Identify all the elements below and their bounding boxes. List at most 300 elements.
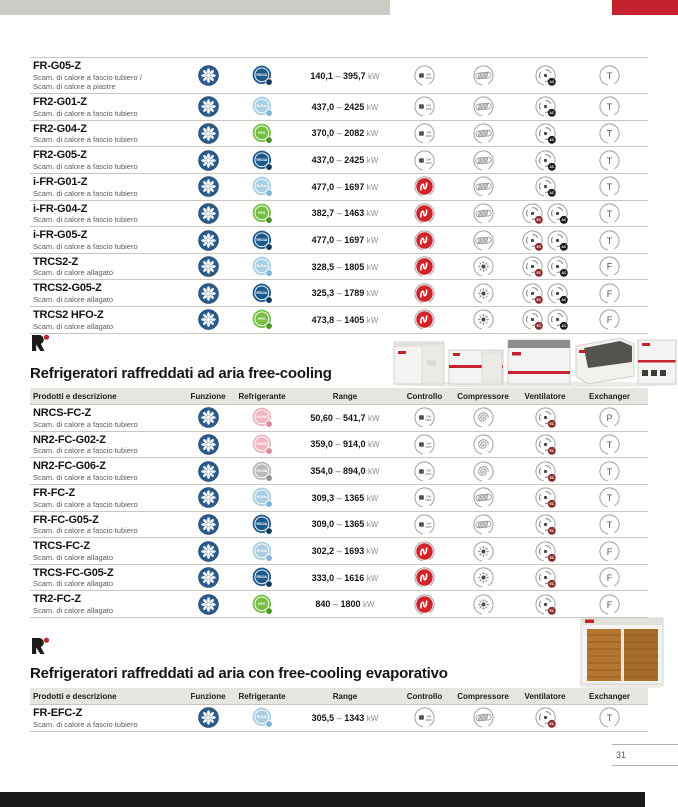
inverter-control-icon — [413, 282, 436, 305]
product-description: Scam. di calore a fascio tubiero — [33, 188, 138, 198]
power-range: 309,0 – 1365 kW — [311, 519, 379, 530]
svg-text:T: T — [606, 102, 613, 113]
inverter-control-icon — [413, 229, 436, 252]
snowflake-cooling-icon — [197, 282, 220, 305]
onoff-control-icon — [413, 149, 436, 172]
compressore-cell — [447, 308, 519, 331]
screw-compressor-icon — [472, 122, 495, 145]
compressore-cell — [447, 282, 519, 305]
svg-text:T: T — [606, 70, 613, 81]
refrigerante-cell — [236, 64, 288, 87]
snowflake-cooling-icon — [197, 460, 220, 483]
compressore-cell — [447, 593, 519, 616]
svg-text:R134a: R134a — [256, 264, 267, 269]
exchanger-cell — [571, 149, 648, 172]
product-name: TRCS2-G05-Z — [33, 282, 102, 295]
product-cell — [30, 227, 180, 253]
power-range: 437,0 – 2425 kW — [311, 101, 379, 112]
svg-text:R513A: R513A — [255, 575, 267, 580]
screw-compressor-icon — [472, 95, 495, 118]
inverter-control-icon — [413, 255, 436, 278]
product-name: TRCS-FC-G05-Z — [33, 566, 114, 579]
ventilatore-cell — [519, 122, 571, 145]
controllo-cell — [402, 255, 447, 278]
svg-text:AC: AC — [561, 297, 567, 302]
product-cell — [30, 432, 180, 458]
product-description: Scam. di calore allagato — [33, 606, 114, 616]
product-row — [30, 484, 648, 511]
product-row — [30, 511, 648, 538]
svg-text:EC: EC — [549, 722, 554, 727]
scroll-compressor-icon — [472, 460, 495, 483]
svg-text:F: F — [606, 572, 613, 583]
fan-ac-icon — [546, 282, 569, 305]
evaporative-chiller-photo — [577, 614, 668, 690]
product-row — [30, 146, 648, 173]
table-header-row — [30, 388, 648, 404]
compressore-cell — [447, 202, 519, 225]
refrigerante-cell — [236, 486, 288, 509]
funzione-cell — [180, 122, 236, 145]
svg-text:T: T — [606, 181, 613, 192]
onoff-control-icon — [413, 95, 436, 118]
refrigerant-green-icon — [251, 308, 274, 331]
ventilatore-cell — [519, 95, 571, 118]
power-range: 333,0 – 1616 kW — [311, 572, 379, 583]
svg-text:EC: EC — [549, 502, 554, 507]
refrigerant-green-icon — [251, 593, 274, 616]
exchanger-cell — [571, 433, 648, 456]
svg-text:F: F — [606, 288, 613, 299]
snowflake-cooling-icon — [197, 95, 220, 118]
exchanger-T-icon — [598, 486, 621, 509]
snowflake-cooling-icon — [197, 486, 220, 509]
svg-text:ON: ON — [426, 494, 431, 499]
ventilatore-cell — [519, 540, 571, 563]
svg-text:AC: AC — [561, 218, 567, 223]
column-header-refrigerante: Refrigerante — [238, 691, 286, 701]
fan-ac-icon — [534, 95, 557, 118]
svg-text:AC: AC — [548, 191, 554, 196]
product-row — [30, 457, 648, 484]
funzione-cell — [180, 229, 236, 252]
controllo-cell — [402, 122, 447, 145]
product-name: NR2-FC-G06-Z — [33, 460, 106, 473]
svg-text:EC: EC — [549, 529, 554, 534]
svg-text:T: T — [606, 519, 613, 530]
refrigerant-darkblue-icon — [251, 282, 274, 305]
compressore-cell — [447, 460, 519, 483]
svg-text:T: T — [606, 155, 613, 166]
svg-text:EC: EC — [549, 608, 554, 613]
svg-text:EC: EC — [549, 449, 554, 454]
svg-text:ON: ON — [426, 72, 431, 77]
section-title-evaporative-free-cooling: Refrigeratori raffreddati ad aria con free-cooling evaporativo — [30, 665, 448, 682]
refrigerant-grey-icon — [251, 460, 274, 483]
product-description: Scam. di calore allagato — [33, 321, 114, 331]
exchanger-T-icon — [598, 122, 621, 145]
exchanger-cell — [571, 95, 648, 118]
exchanger-cell — [571, 406, 648, 429]
product-cell — [30, 201, 180, 227]
exchanger-cell — [571, 513, 648, 536]
product-cell — [30, 174, 180, 200]
product-cell — [30, 254, 180, 280]
product-description: Scam. di calore a fascio tubiero — [33, 499, 138, 509]
refrigerant-lightblue-icon — [251, 255, 274, 278]
exchanger-F-icon — [598, 540, 621, 563]
snowflake-cooling-icon — [197, 406, 220, 429]
refrigerante-cell — [236, 149, 288, 172]
product-name: FR-FC-G05-Z — [33, 513, 99, 526]
fan-ec-icon — [534, 460, 557, 483]
snowflake-cooling-icon — [197, 540, 220, 563]
power-range: 359,0 – 914,0 kW — [310, 439, 380, 450]
refrigerante-cell — [236, 460, 288, 483]
product-description: Scam. di calore a fascio tubiero — [33, 215, 138, 225]
exchanger-T-icon — [598, 513, 621, 536]
product-name: FR2-G01-Z — [33, 96, 87, 108]
product-cell — [30, 538, 180, 564]
exchanger-cell — [571, 540, 648, 563]
compressore-cell — [447, 706, 519, 729]
fan-ac-icon — [534, 175, 557, 198]
fan-ec-icon — [534, 406, 557, 429]
ventilatore-cell — [519, 64, 571, 87]
compressore-cell — [447, 95, 519, 118]
turbo-compressor-icon — [472, 308, 495, 331]
brand-logo-mark — [30, 637, 52, 654]
snowflake-cooling-icon — [197, 229, 220, 252]
column-header-funzione: Funzione — [190, 691, 226, 701]
product-name: TRCS-FC-Z — [33, 540, 90, 553]
funzione-cell — [180, 706, 236, 729]
svg-text:R454B: R454B — [255, 415, 267, 420]
page-number: 31 — [616, 750, 627, 760]
svg-text:EC: EC — [549, 422, 554, 427]
inverter-control-icon — [413, 175, 436, 198]
product-name: FR-EFC-Z — [33, 707, 83, 719]
exchanger-cell — [571, 706, 648, 729]
refrigerant-green-icon — [251, 202, 274, 225]
controllo-cell — [402, 433, 447, 456]
product-name: i-FR-G01-Z — [33, 175, 88, 188]
turbo-compressor-icon — [472, 593, 495, 616]
product-cell — [30, 458, 180, 484]
refrigerante-cell — [236, 175, 288, 198]
svg-text:EC: EC — [549, 555, 554, 560]
exchanger-cell — [571, 255, 648, 278]
svg-text:T: T — [606, 128, 613, 139]
product-cell — [30, 485, 180, 511]
fan-ec-icon — [534, 486, 557, 509]
ventilatore-cell — [519, 513, 571, 536]
product-row — [30, 57, 648, 93]
exchanger-cell — [571, 486, 648, 509]
snowflake-cooling-icon — [197, 64, 220, 87]
refrigerant-lightblue-icon — [251, 706, 274, 729]
svg-text:OFF: OFF — [425, 133, 432, 138]
exchanger-F-icon — [598, 308, 621, 331]
svg-text:R134a: R134a — [256, 104, 267, 109]
refrigerante-cell — [236, 308, 288, 331]
power-range: 473,8 – 1405 kW — [311, 314, 379, 325]
exchanger-cell — [571, 229, 648, 252]
refrigerant-pink-icon — [251, 433, 274, 456]
controllo-cell — [402, 513, 447, 536]
column-header-prodotti: Prodotti e descrizione — [33, 391, 117, 401]
table-air-cooled-chillers — [30, 57, 648, 334]
turbo-compressor-icon — [472, 540, 495, 563]
ventilatore-cell — [519, 229, 571, 252]
product-description: Scam. di calore a fascio tubiero / — [33, 72, 142, 82]
refrigerante-cell — [236, 566, 288, 589]
exchanger-F-icon — [598, 566, 621, 589]
snowflake-cooling-icon — [197, 149, 220, 172]
refrigerant-lightblue-icon — [251, 175, 274, 198]
brand-logo-mark — [30, 334, 52, 351]
fan-ec-icon — [534, 433, 557, 456]
controllo-cell — [402, 566, 447, 589]
svg-text:AC: AC — [548, 164, 554, 169]
product-description: Scam. di calore allagato — [33, 268, 114, 278]
exchanger-cell — [571, 593, 648, 616]
refrigerant-darkblue-icon — [251, 513, 274, 536]
controllo-cell — [402, 95, 447, 118]
ventilatore-cell — [519, 566, 571, 589]
exchanger-T-icon — [598, 460, 621, 483]
refrigerant-lightblue-icon — [251, 95, 274, 118]
power-range: 477,0 – 1697 kW — [311, 235, 379, 246]
refrigerante-cell — [236, 282, 288, 305]
power-range: 840 – 1800 kW — [315, 599, 375, 610]
divider — [612, 765, 678, 766]
refrigerante-cell — [236, 229, 288, 252]
fan-ec-icon — [521, 229, 544, 252]
controllo-cell — [402, 706, 447, 729]
fan-ec-icon — [534, 513, 557, 536]
brand-logo — [30, 334, 52, 356]
product-row — [30, 120, 648, 147]
svg-text:EC: EC — [536, 244, 542, 249]
onoff-control-icon — [413, 706, 436, 729]
svg-text:EC: EC — [536, 271, 542, 276]
svg-text:ON: ON — [426, 157, 431, 162]
turbo-compressor-icon — [472, 282, 495, 305]
product-description: Scam. di calore a fascio tubiero — [33, 108, 138, 118]
exchanger-cell — [571, 202, 648, 225]
screw-compressor-icon — [472, 513, 495, 536]
funzione-cell — [180, 433, 236, 456]
refrigerant-green-icon — [251, 122, 274, 145]
funzione-cell — [180, 513, 236, 536]
onoff-control-icon — [413, 513, 436, 536]
product-row — [30, 564, 648, 591]
refrigerante-cell — [236, 406, 288, 429]
svg-text:T: T — [606, 439, 613, 450]
compressore-cell — [447, 229, 519, 252]
svg-text:F: F — [606, 315, 613, 326]
exchanger-cell — [571, 175, 648, 198]
svg-text:EC: EC — [549, 582, 554, 587]
product-row — [30, 590, 648, 618]
product-cell — [30, 405, 180, 431]
controllo-cell — [402, 202, 447, 225]
inverter-control-icon — [413, 202, 436, 225]
compressore-cell — [447, 175, 519, 198]
compressore-cell — [447, 64, 519, 87]
product-cell — [30, 705, 180, 731]
funzione-cell — [180, 566, 236, 589]
snowflake-cooling-icon — [197, 175, 220, 198]
product-name: NR2-FC-G02-Z — [33, 433, 106, 446]
fan-ec-icon — [534, 706, 557, 729]
svg-text:R134a: R134a — [256, 184, 267, 189]
funzione-cell — [180, 282, 236, 305]
funzione-cell — [180, 540, 236, 563]
fan-ec-icon — [521, 282, 544, 305]
svg-text:R513A: R513A — [255, 237, 267, 242]
column-header-range: Range — [332, 391, 358, 401]
product-description: Scam. di calore allagato — [33, 295, 114, 305]
power-range: 50,60 – 541,7 kW — [310, 412, 380, 423]
product-row — [30, 253, 648, 280]
controllo-cell — [402, 175, 447, 198]
svg-text:ON: ON — [426, 414, 431, 419]
screw-compressor-icon — [472, 706, 495, 729]
turbo-compressor-icon — [472, 566, 495, 589]
funzione-cell — [180, 149, 236, 172]
svg-text:P: P — [606, 413, 613, 424]
snowflake-cooling-icon — [197, 566, 220, 589]
svg-text:HFO: HFO — [257, 317, 265, 322]
compressore-cell — [447, 513, 519, 536]
fan-ec-icon — [534, 593, 557, 616]
screw-compressor-icon — [472, 202, 495, 225]
section-title-free-cooling: Refrigeratori raffreddati ad aria free-cooling — [30, 365, 332, 382]
ventilatore-cell — [519, 282, 571, 305]
refrigerant-darkblue-icon — [251, 229, 274, 252]
product-description: Scam. di calore a fascio tubiero — [33, 446, 138, 456]
svg-text:AC: AC — [548, 138, 554, 143]
svg-text:AC: AC — [561, 271, 567, 276]
product-cell — [30, 94, 180, 120]
funzione-cell — [180, 593, 236, 616]
snowflake-cooling-icon — [197, 122, 220, 145]
column-header-controllo: Controllo — [406, 391, 443, 401]
exchanger-T-icon — [598, 95, 621, 118]
refrigerante-cell — [236, 540, 288, 563]
fan-ac-icon — [546, 308, 569, 331]
product-name: NRCS-FC-Z — [33, 407, 92, 419]
fan-ac-icon — [546, 255, 569, 278]
fan-ec-icon — [534, 540, 557, 563]
controllo-cell — [402, 149, 447, 172]
svg-text:R134a: R134a — [256, 548, 267, 553]
ventilatore-cell — [519, 593, 571, 616]
funzione-cell — [180, 255, 236, 278]
inverter-control-icon — [413, 566, 436, 589]
exchanger-T-icon — [598, 202, 621, 225]
product-description: Scam. di calore allagato — [33, 552, 114, 562]
compressore-cell — [447, 255, 519, 278]
compressore-cell — [447, 433, 519, 456]
product-name: FR2-G05-Z — [33, 149, 87, 162]
table-header-row — [30, 688, 648, 704]
compressore-cell — [447, 486, 519, 509]
product-description: Scam. di calore a fascio tubiero — [33, 161, 138, 171]
funzione-cell — [180, 308, 236, 331]
refrigerante-cell — [236, 95, 288, 118]
svg-text:T: T — [606, 235, 613, 246]
product-description: Scam. di calore a fascio tubiero — [33, 135, 138, 145]
onoff-control-icon — [413, 460, 436, 483]
product-description: Scam. di calore a fascio tubiero — [33, 472, 138, 482]
svg-text:R513A: R513A — [255, 73, 267, 78]
product-row — [30, 431, 648, 458]
svg-text:ON: ON — [426, 130, 431, 135]
product-row — [30, 173, 648, 200]
inverter-control-icon — [413, 540, 436, 563]
screw-compressor-icon — [472, 64, 495, 87]
snowflake-cooling-icon — [197, 593, 220, 616]
column-header-controllo: Controllo — [406, 691, 443, 701]
svg-text:T: T — [606, 713, 613, 724]
fan-ac-icon — [534, 122, 557, 145]
compressore-cell — [447, 566, 519, 589]
ventilatore-cell — [519, 433, 571, 456]
svg-text:R515B: R515B — [255, 468, 267, 473]
svg-text:EC: EC — [536, 297, 542, 302]
product-cell — [30, 591, 180, 617]
svg-text:AC: AC — [548, 80, 554, 85]
column-header-funzione: Funzione — [190, 391, 226, 401]
exchanger-T-icon — [598, 175, 621, 198]
exchanger-F-icon — [598, 255, 621, 278]
ventilatore-cell — [519, 202, 571, 225]
exchanger-cell — [571, 308, 648, 331]
svg-text:EC: EC — [549, 475, 554, 480]
chiller-photo-5 — [638, 340, 676, 384]
power-range: 325,3 – 1789 kW — [311, 288, 379, 299]
svg-text:R513A: R513A — [255, 521, 267, 526]
svg-text:R513A: R513A — [255, 290, 267, 295]
refrigerant-darkblue-icon — [251, 566, 274, 589]
fan-ac-icon — [534, 64, 557, 87]
product-row — [30, 704, 648, 732]
svg-text:F: F — [606, 546, 613, 557]
column-header-ventilatore: Ventilatore — [524, 391, 566, 401]
svg-text:OFF: OFF — [425, 75, 432, 80]
product-name: TRCS2 HFO-Z — [33, 309, 104, 322]
svg-text:R513A: R513A — [255, 157, 267, 162]
onoff-control-icon — [413, 406, 436, 429]
product-description: Scam. di calore a piastre — [33, 81, 116, 91]
snowflake-cooling-icon — [197, 202, 220, 225]
funzione-cell — [180, 202, 236, 225]
exchanger-T-icon — [598, 64, 621, 87]
controllo-cell — [402, 460, 447, 483]
product-row — [30, 226, 648, 253]
brand-logo — [30, 637, 52, 659]
funzione-cell — [180, 175, 236, 198]
exchanger-cell — [571, 64, 648, 87]
compressore-cell — [447, 406, 519, 429]
svg-text:OFF: OFF — [425, 444, 432, 449]
svg-text:ON: ON — [426, 441, 431, 446]
svg-text:OFF: OFF — [425, 471, 432, 476]
table-evaporative-free-cooling — [30, 688, 648, 732]
